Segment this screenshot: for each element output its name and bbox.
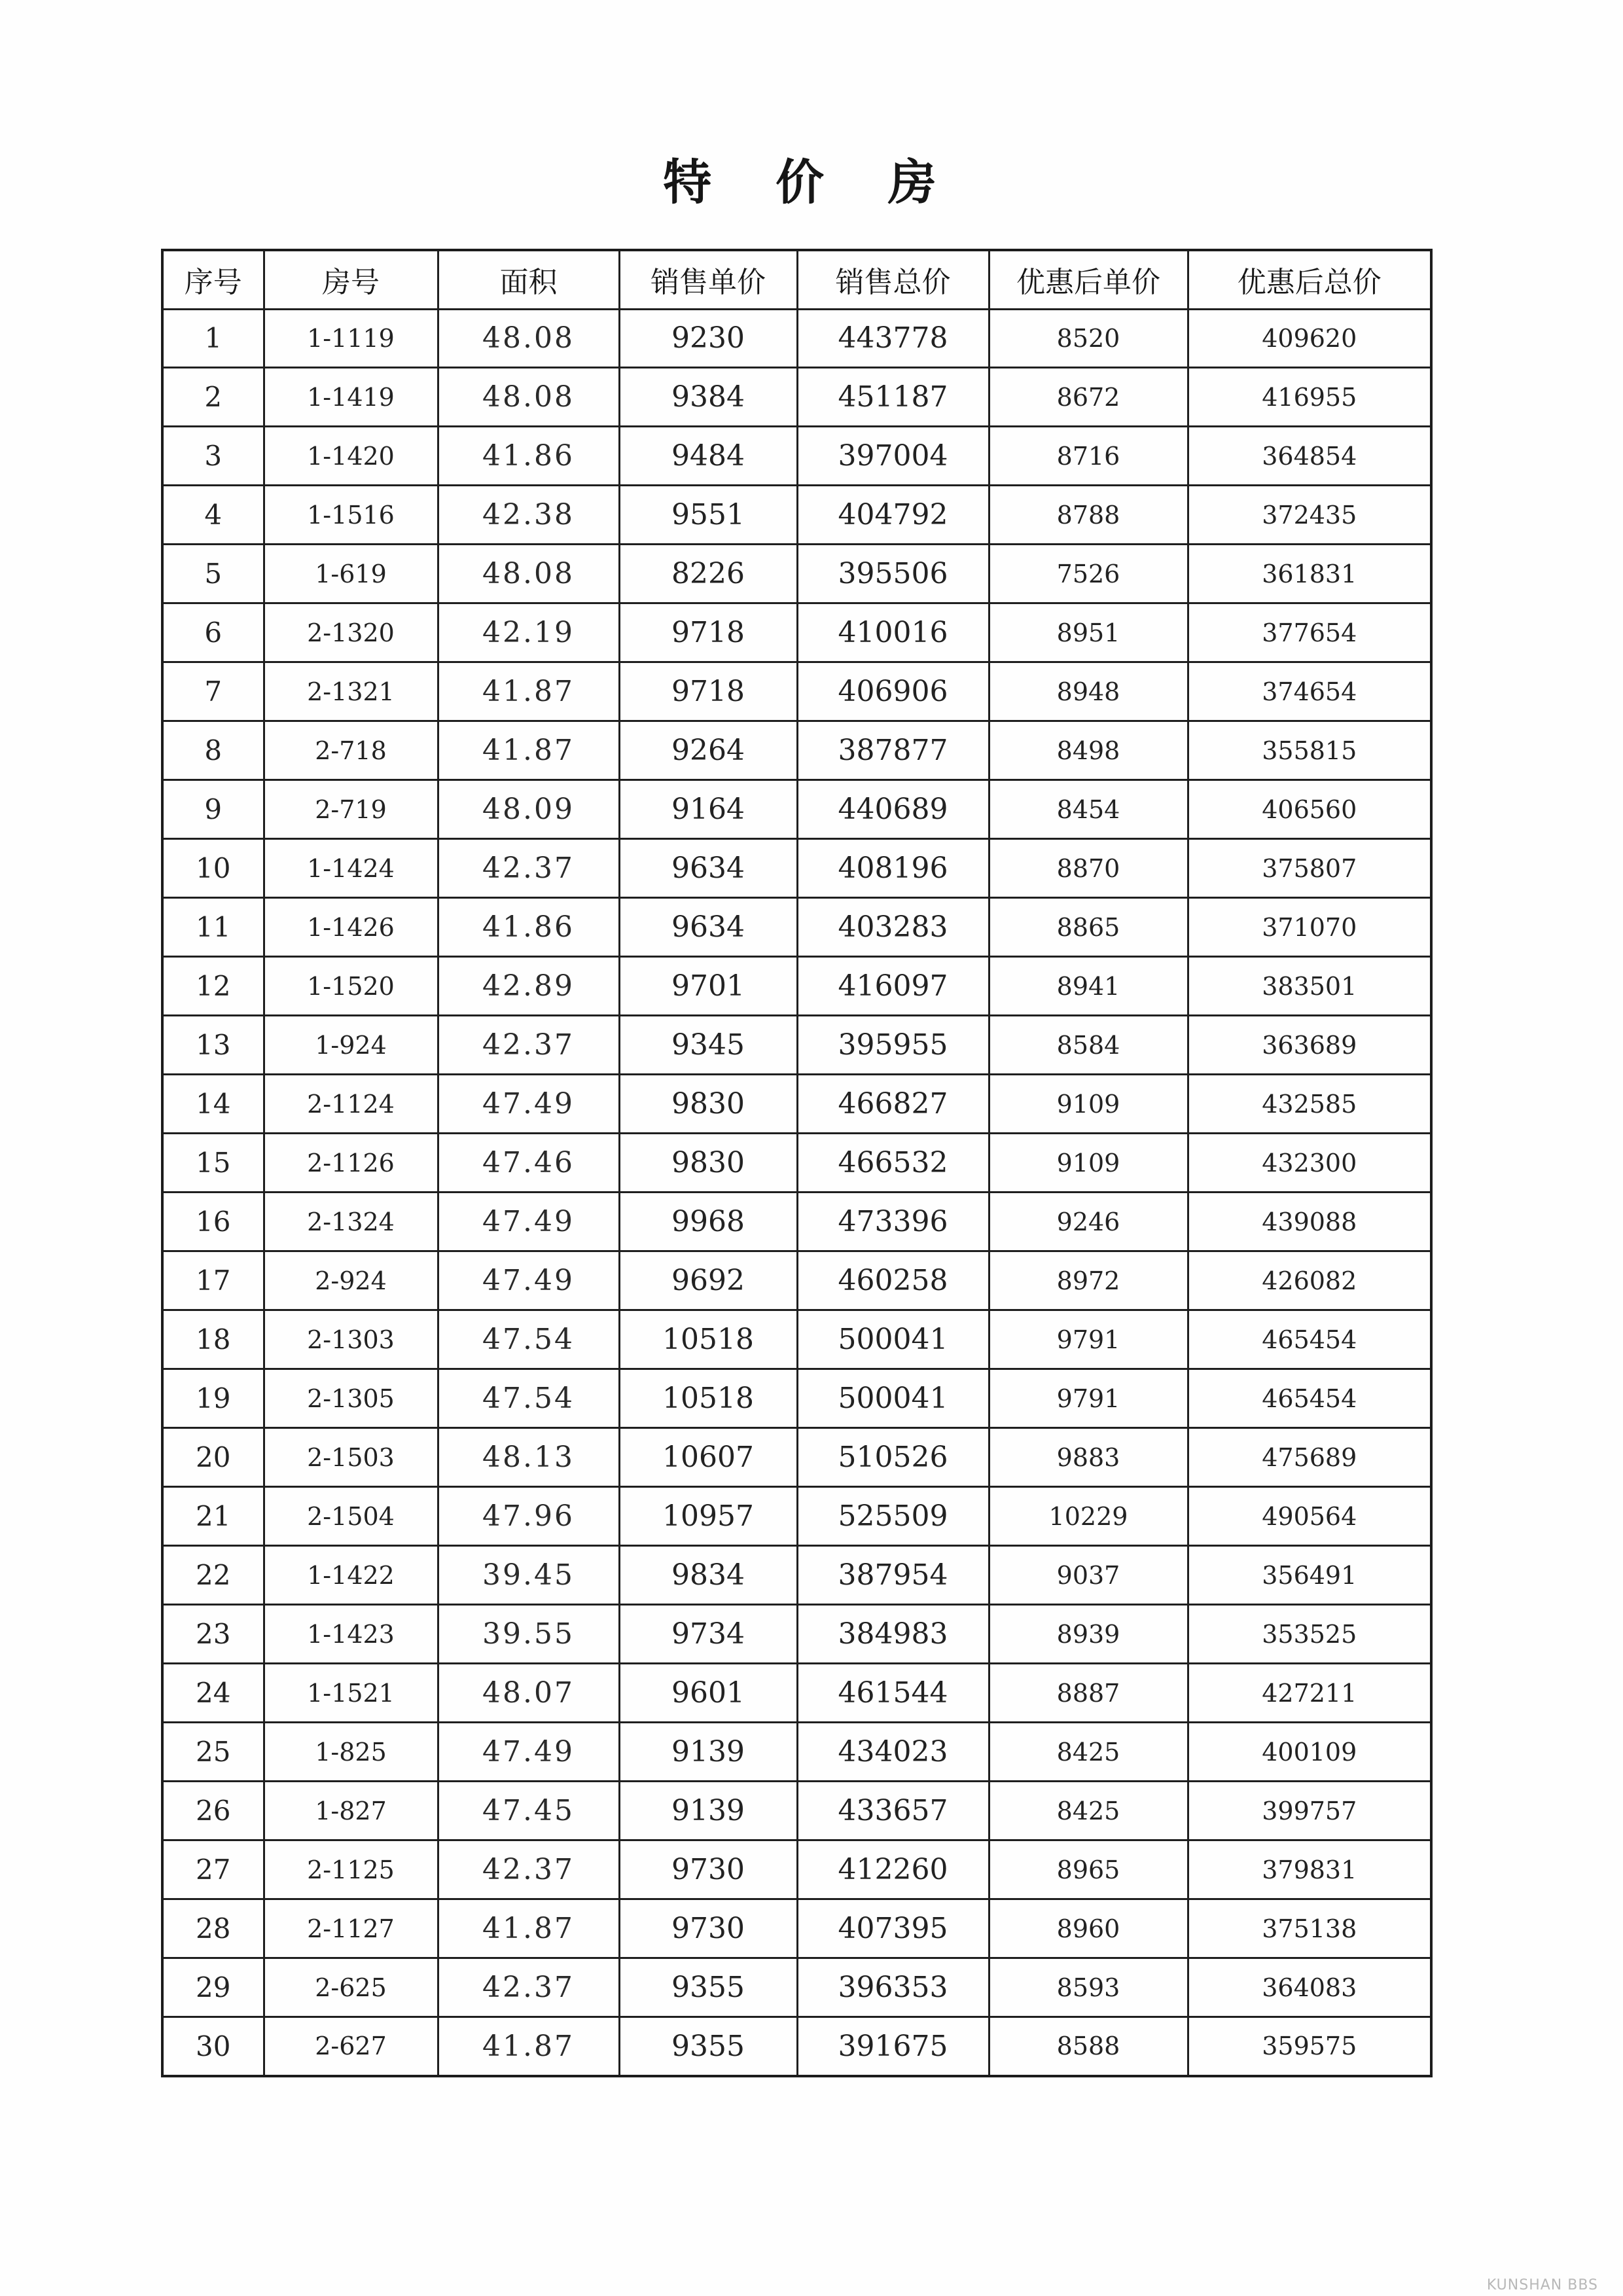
- cell-room-no: 2-625: [264, 1958, 438, 2017]
- cell-room-no: 1-1119: [264, 309, 438, 368]
- cell-seq: 19: [162, 1369, 264, 1428]
- cell-room-no: 2-1321: [264, 662, 438, 721]
- cell-total-price: 403283: [797, 898, 989, 957]
- cell-discount-unit-price: 8584: [989, 1016, 1188, 1075]
- cell-discount-total-price: 432585: [1188, 1075, 1431, 1134]
- cell-discount-total-price: 400109: [1188, 1723, 1431, 1782]
- header-area: 面积: [438, 250, 619, 309]
- cell-unit-price: 9484: [619, 427, 797, 486]
- special-price-table: [161, 249, 1433, 2077]
- cell-unit-price: 8226: [619, 545, 797, 603]
- cell-room-no: 1-1521: [264, 1664, 438, 1723]
- cell-area: 48.08: [438, 309, 619, 368]
- table-body: [162, 309, 1431, 2076]
- cell-area: 48.09: [438, 780, 619, 839]
- cell-room-no: 2-1124: [264, 1075, 438, 1134]
- cell-room-no: 2-924: [264, 1251, 438, 1310]
- cell-discount-total-price: 375138: [1188, 1899, 1431, 1958]
- cell-total-price: 461544: [797, 1664, 989, 1723]
- cell-area: 47.54: [438, 1369, 619, 1428]
- cell-room-no: 1-1516: [264, 486, 438, 545]
- table-row: [162, 662, 1431, 721]
- cell-discount-unit-price: 8887: [989, 1664, 1188, 1723]
- cell-area: 48.08: [438, 545, 619, 603]
- cell-unit-price: 9139: [619, 1723, 797, 1782]
- cell-seq: 24: [162, 1664, 264, 1723]
- cell-discount-unit-price: 8593: [989, 1958, 1188, 2017]
- cell-unit-price: 9230: [619, 309, 797, 368]
- cell-total-price: 460258: [797, 1251, 989, 1310]
- cell-discount-total-price: 363689: [1188, 1016, 1431, 1075]
- cell-unit-price: 9734: [619, 1605, 797, 1664]
- cell-discount-total-price: 353525: [1188, 1605, 1431, 1664]
- cell-total-price: 500041: [797, 1369, 989, 1428]
- cell-unit-price: 9692: [619, 1251, 797, 1310]
- cell-unit-price: 10518: [619, 1310, 797, 1369]
- table-row: [162, 1840, 1431, 1899]
- cell-discount-total-price: 371070: [1188, 898, 1431, 957]
- cell-room-no: 1-1419: [264, 368, 438, 427]
- table-row: [162, 486, 1431, 545]
- table-row: [162, 2017, 1431, 2076]
- cell-unit-price: 9601: [619, 1664, 797, 1723]
- cell-unit-price: 10607: [619, 1428, 797, 1487]
- cell-area: 42.19: [438, 603, 619, 662]
- cell-seq: 2: [162, 368, 264, 427]
- cell-discount-total-price: 375807: [1188, 839, 1431, 898]
- cell-discount-total-price: 427211: [1188, 1664, 1431, 1723]
- cell-room-no: 1-1520: [264, 957, 438, 1016]
- cell-area: 41.87: [438, 1899, 619, 1958]
- cell-discount-unit-price: 8498: [989, 721, 1188, 780]
- cell-total-price: 404792: [797, 486, 989, 545]
- cell-discount-unit-price: 9246: [989, 1193, 1188, 1251]
- cell-discount-unit-price: 8672: [989, 368, 1188, 427]
- cell-seq: 16: [162, 1193, 264, 1251]
- cell-area: 41.86: [438, 898, 619, 957]
- cell-seq: 8: [162, 721, 264, 780]
- cell-discount-unit-price: 9109: [989, 1134, 1188, 1193]
- cell-total-price: 407395: [797, 1899, 989, 1958]
- cell-discount-unit-price: 9791: [989, 1369, 1188, 1428]
- cell-discount-unit-price: 8588: [989, 2017, 1188, 2076]
- cell-discount-unit-price: 8425: [989, 1782, 1188, 1840]
- table-row: [162, 368, 1431, 427]
- cell-total-price: 408196: [797, 839, 989, 898]
- cell-room-no: 1-1422: [264, 1546, 438, 1605]
- cell-unit-price: 9834: [619, 1546, 797, 1605]
- table-row: [162, 957, 1431, 1016]
- cell-total-price: 451187: [797, 368, 989, 427]
- cell-unit-price: 9384: [619, 368, 797, 427]
- cell-unit-price: 9830: [619, 1134, 797, 1193]
- header-unit-price: 销售单价: [619, 250, 797, 309]
- cell-discount-unit-price: 8454: [989, 780, 1188, 839]
- cell-total-price: 433657: [797, 1782, 989, 1840]
- table-row: [162, 1487, 1431, 1546]
- table-row: [162, 1193, 1431, 1251]
- cell-area: 47.96: [438, 1487, 619, 1546]
- cell-seq: 17: [162, 1251, 264, 1310]
- table-row: [162, 1134, 1431, 1193]
- cell-unit-price: 9968: [619, 1193, 797, 1251]
- cell-unit-price: 9634: [619, 898, 797, 957]
- table-row: [162, 545, 1431, 603]
- cell-discount-total-price: 426082: [1188, 1251, 1431, 1310]
- table-row: [162, 1723, 1431, 1782]
- document-title: 特 价 房: [663, 154, 960, 211]
- cell-seq: 28: [162, 1899, 264, 1958]
- cell-discount-unit-price: 8972: [989, 1251, 1188, 1310]
- header-seq: 序号: [162, 250, 264, 309]
- cell-unit-price: 9730: [619, 1840, 797, 1899]
- table-row: [162, 780, 1431, 839]
- cell-room-no: 2-1504: [264, 1487, 438, 1546]
- cell-area: 47.49: [438, 1075, 619, 1134]
- cell-unit-price: 9355: [619, 1958, 797, 2017]
- cell-discount-total-price: 383501: [1188, 957, 1431, 1016]
- cell-discount-unit-price: 8425: [989, 1723, 1188, 1782]
- table-row: [162, 898, 1431, 957]
- cell-area: 41.86: [438, 427, 619, 486]
- cell-unit-price: 9355: [619, 2017, 797, 2076]
- cell-discount-unit-price: 8939: [989, 1605, 1188, 1664]
- cell-area: 39.55: [438, 1605, 619, 1664]
- cell-seq: 18: [162, 1310, 264, 1369]
- cell-area: 41.87: [438, 721, 619, 780]
- table-row: [162, 721, 1431, 780]
- cell-total-price: 396353: [797, 1958, 989, 2017]
- cell-seq: 1: [162, 309, 264, 368]
- cell-discount-total-price: 406560: [1188, 780, 1431, 839]
- table-row: [162, 1664, 1431, 1723]
- cell-total-price: 395955: [797, 1016, 989, 1075]
- cell-discount-unit-price: 8788: [989, 486, 1188, 545]
- cell-unit-price: 9139: [619, 1782, 797, 1840]
- cell-discount-unit-price: 8520: [989, 309, 1188, 368]
- cell-room-no: 2-719: [264, 780, 438, 839]
- cell-discount-total-price: 490564: [1188, 1487, 1431, 1546]
- header-room-no: 房号: [264, 250, 438, 309]
- cell-total-price: 387954: [797, 1546, 989, 1605]
- header-total-price: 销售总价: [797, 250, 989, 309]
- cell-total-price: 443778: [797, 309, 989, 368]
- cell-room-no: 2-1125: [264, 1840, 438, 1899]
- cell-total-price: 416097: [797, 957, 989, 1016]
- cell-discount-total-price: 374654: [1188, 662, 1431, 721]
- cell-discount-unit-price: 8960: [989, 1899, 1188, 1958]
- cell-seq: 29: [162, 1958, 264, 2017]
- cell-discount-total-price: 379831: [1188, 1840, 1431, 1899]
- cell-area: 42.37: [438, 1958, 619, 2017]
- header-discount-unit-price: 优惠后单价: [989, 250, 1188, 309]
- cell-room-no: 1-825: [264, 1723, 438, 1782]
- table-row: [162, 1782, 1431, 1840]
- table-row: [162, 1075, 1431, 1134]
- cell-discount-unit-price: 9037: [989, 1546, 1188, 1605]
- cell-unit-price: 9634: [619, 839, 797, 898]
- cell-discount-total-price: 399757: [1188, 1782, 1431, 1840]
- cell-area: 42.37: [438, 1016, 619, 1075]
- cell-unit-price: 9830: [619, 1075, 797, 1134]
- cell-discount-unit-price: 9109: [989, 1075, 1188, 1134]
- cell-total-price: 412260: [797, 1840, 989, 1899]
- cell-discount-unit-price: 8965: [989, 1840, 1188, 1899]
- cell-area: 41.87: [438, 2017, 619, 2076]
- table-header-row: [162, 250, 1431, 309]
- cell-room-no: 2-1320: [264, 603, 438, 662]
- cell-seq: 12: [162, 957, 264, 1016]
- cell-area: 47.46: [438, 1134, 619, 1193]
- cell-area: 42.38: [438, 486, 619, 545]
- cell-discount-total-price: 355815: [1188, 721, 1431, 780]
- cell-total-price: 387877: [797, 721, 989, 780]
- cell-area: 47.49: [438, 1251, 619, 1310]
- cell-room-no: 1-1426: [264, 898, 438, 957]
- cell-discount-total-price: 439088: [1188, 1193, 1431, 1251]
- cell-total-price: 440689: [797, 780, 989, 839]
- cell-seq: 6: [162, 603, 264, 662]
- cell-discount-total-price: 372435: [1188, 486, 1431, 545]
- cell-seq: 13: [162, 1016, 264, 1075]
- cell-seq: 27: [162, 1840, 264, 1899]
- cell-discount-unit-price: 7526: [989, 545, 1188, 603]
- cell-area: 41.87: [438, 662, 619, 721]
- table-row: [162, 1428, 1431, 1487]
- table-row: [162, 839, 1431, 898]
- cell-seq: 5: [162, 545, 264, 603]
- cell-room-no: 2-1503: [264, 1428, 438, 1487]
- cell-room-no: 2-1127: [264, 1899, 438, 1958]
- cell-unit-price: 9701: [619, 957, 797, 1016]
- cell-discount-total-price: 361831: [1188, 545, 1431, 603]
- cell-area: 47.54: [438, 1310, 619, 1369]
- cell-discount-total-price: 359575: [1188, 2017, 1431, 2076]
- cell-room-no: 1-1420: [264, 427, 438, 486]
- cell-seq: 30: [162, 2017, 264, 2076]
- cell-discount-total-price: 364854: [1188, 427, 1431, 486]
- cell-total-price: 510526: [797, 1428, 989, 1487]
- table-row: [162, 1369, 1431, 1428]
- cell-total-price: 466827: [797, 1075, 989, 1134]
- cell-seq: 26: [162, 1782, 264, 1840]
- cell-discount-total-price: 364083: [1188, 1958, 1431, 2017]
- cell-total-price: 406906: [797, 662, 989, 721]
- cell-total-price: 397004: [797, 427, 989, 486]
- cell-area: 42.89: [438, 957, 619, 1016]
- cell-seq: 7: [162, 662, 264, 721]
- cell-room-no: 2-1303: [264, 1310, 438, 1369]
- cell-seq: 21: [162, 1487, 264, 1546]
- cell-total-price: 500041: [797, 1310, 989, 1369]
- table-row: [162, 1546, 1431, 1605]
- cell-total-price: 473396: [797, 1193, 989, 1251]
- cell-discount-unit-price: 9883: [989, 1428, 1188, 1487]
- cell-unit-price: 10518: [619, 1369, 797, 1428]
- cell-discount-total-price: 377654: [1188, 603, 1431, 662]
- cell-discount-total-price: 409620: [1188, 309, 1431, 368]
- cell-unit-price: 9551: [619, 486, 797, 545]
- cell-seq: 3: [162, 427, 264, 486]
- cell-unit-price: 9730: [619, 1899, 797, 1958]
- cell-seq: 23: [162, 1605, 264, 1664]
- table-row: [162, 427, 1431, 486]
- cell-room-no: 1-1423: [264, 1605, 438, 1664]
- cell-room-no: 2-1126: [264, 1134, 438, 1193]
- cell-total-price: 466532: [797, 1134, 989, 1193]
- cell-room-no: 2-1305: [264, 1369, 438, 1428]
- cell-total-price: 395506: [797, 545, 989, 603]
- cell-area: 42.37: [438, 839, 619, 898]
- cell-discount-unit-price: 9791: [989, 1310, 1188, 1369]
- cell-room-no: 1-924: [264, 1016, 438, 1075]
- cell-seq: 4: [162, 486, 264, 545]
- cell-discount-total-price: 475689: [1188, 1428, 1431, 1487]
- table-row: [162, 1605, 1431, 1664]
- cell-discount-unit-price: 8941: [989, 957, 1188, 1016]
- cell-area: 39.45: [438, 1546, 619, 1605]
- cell-room-no: 2-718: [264, 721, 438, 780]
- cell-discount-total-price: 465454: [1188, 1369, 1431, 1428]
- cell-seq: 15: [162, 1134, 264, 1193]
- cell-unit-price: 9164: [619, 780, 797, 839]
- cell-discount-unit-price: 8716: [989, 427, 1188, 486]
- cell-discount-total-price: 356491: [1188, 1546, 1431, 1605]
- table-row: [162, 1958, 1431, 2017]
- cell-seq: 11: [162, 898, 264, 957]
- cell-unit-price: 9264: [619, 721, 797, 780]
- cell-total-price: 525509: [797, 1487, 989, 1546]
- header-discount-total-price: 优惠后总价: [1188, 250, 1431, 309]
- cell-unit-price: 9718: [619, 603, 797, 662]
- cell-area: 48.07: [438, 1664, 619, 1723]
- cell-room-no: 2-627: [264, 2017, 438, 2076]
- cell-area: 42.37: [438, 1840, 619, 1899]
- cell-area: 48.13: [438, 1428, 619, 1487]
- cell-seq: 9: [162, 780, 264, 839]
- cell-discount-unit-price: 8865: [989, 898, 1188, 957]
- cell-room-no: 1-1424: [264, 839, 438, 898]
- table-row: [162, 1310, 1431, 1369]
- cell-unit-price: 9345: [619, 1016, 797, 1075]
- cell-area: 47.49: [438, 1723, 619, 1782]
- cell-discount-unit-price: 8870: [989, 839, 1188, 898]
- cell-seq: 20: [162, 1428, 264, 1487]
- cell-room-no: 1-827: [264, 1782, 438, 1840]
- table-row: [162, 603, 1431, 662]
- cell-discount-unit-price: 8948: [989, 662, 1188, 721]
- cell-total-price: 384983: [797, 1605, 989, 1664]
- cell-discount-total-price: 416955: [1188, 368, 1431, 427]
- table-row: [162, 309, 1431, 368]
- cell-seq: 14: [162, 1075, 264, 1134]
- cell-room-no: 1-619: [264, 545, 438, 603]
- cell-discount-unit-price: 8951: [989, 603, 1188, 662]
- table-row: [162, 1016, 1431, 1075]
- cell-total-price: 434023: [797, 1723, 989, 1782]
- table-row: [162, 1899, 1431, 1958]
- cell-seq: 10: [162, 839, 264, 898]
- cell-seq: 25: [162, 1723, 264, 1782]
- watermark-text: KUNSHAN BBS: [1486, 2277, 1598, 2293]
- cell-room-no: 2-1324: [264, 1193, 438, 1251]
- cell-seq: 22: [162, 1546, 264, 1605]
- cell-discount-unit-price: 10229: [989, 1487, 1188, 1546]
- cell-total-price: 410016: [797, 603, 989, 662]
- cell-area: 47.49: [438, 1193, 619, 1251]
- cell-total-price: 391675: [797, 2017, 989, 2076]
- table-row: [162, 1251, 1431, 1310]
- cell-area: 48.08: [438, 368, 619, 427]
- cell-discount-total-price: 465454: [1188, 1310, 1431, 1369]
- cell-discount-total-price: 432300: [1188, 1134, 1431, 1193]
- cell-unit-price: 9718: [619, 662, 797, 721]
- cell-area: 47.45: [438, 1782, 619, 1840]
- cell-unit-price: 10957: [619, 1487, 797, 1546]
